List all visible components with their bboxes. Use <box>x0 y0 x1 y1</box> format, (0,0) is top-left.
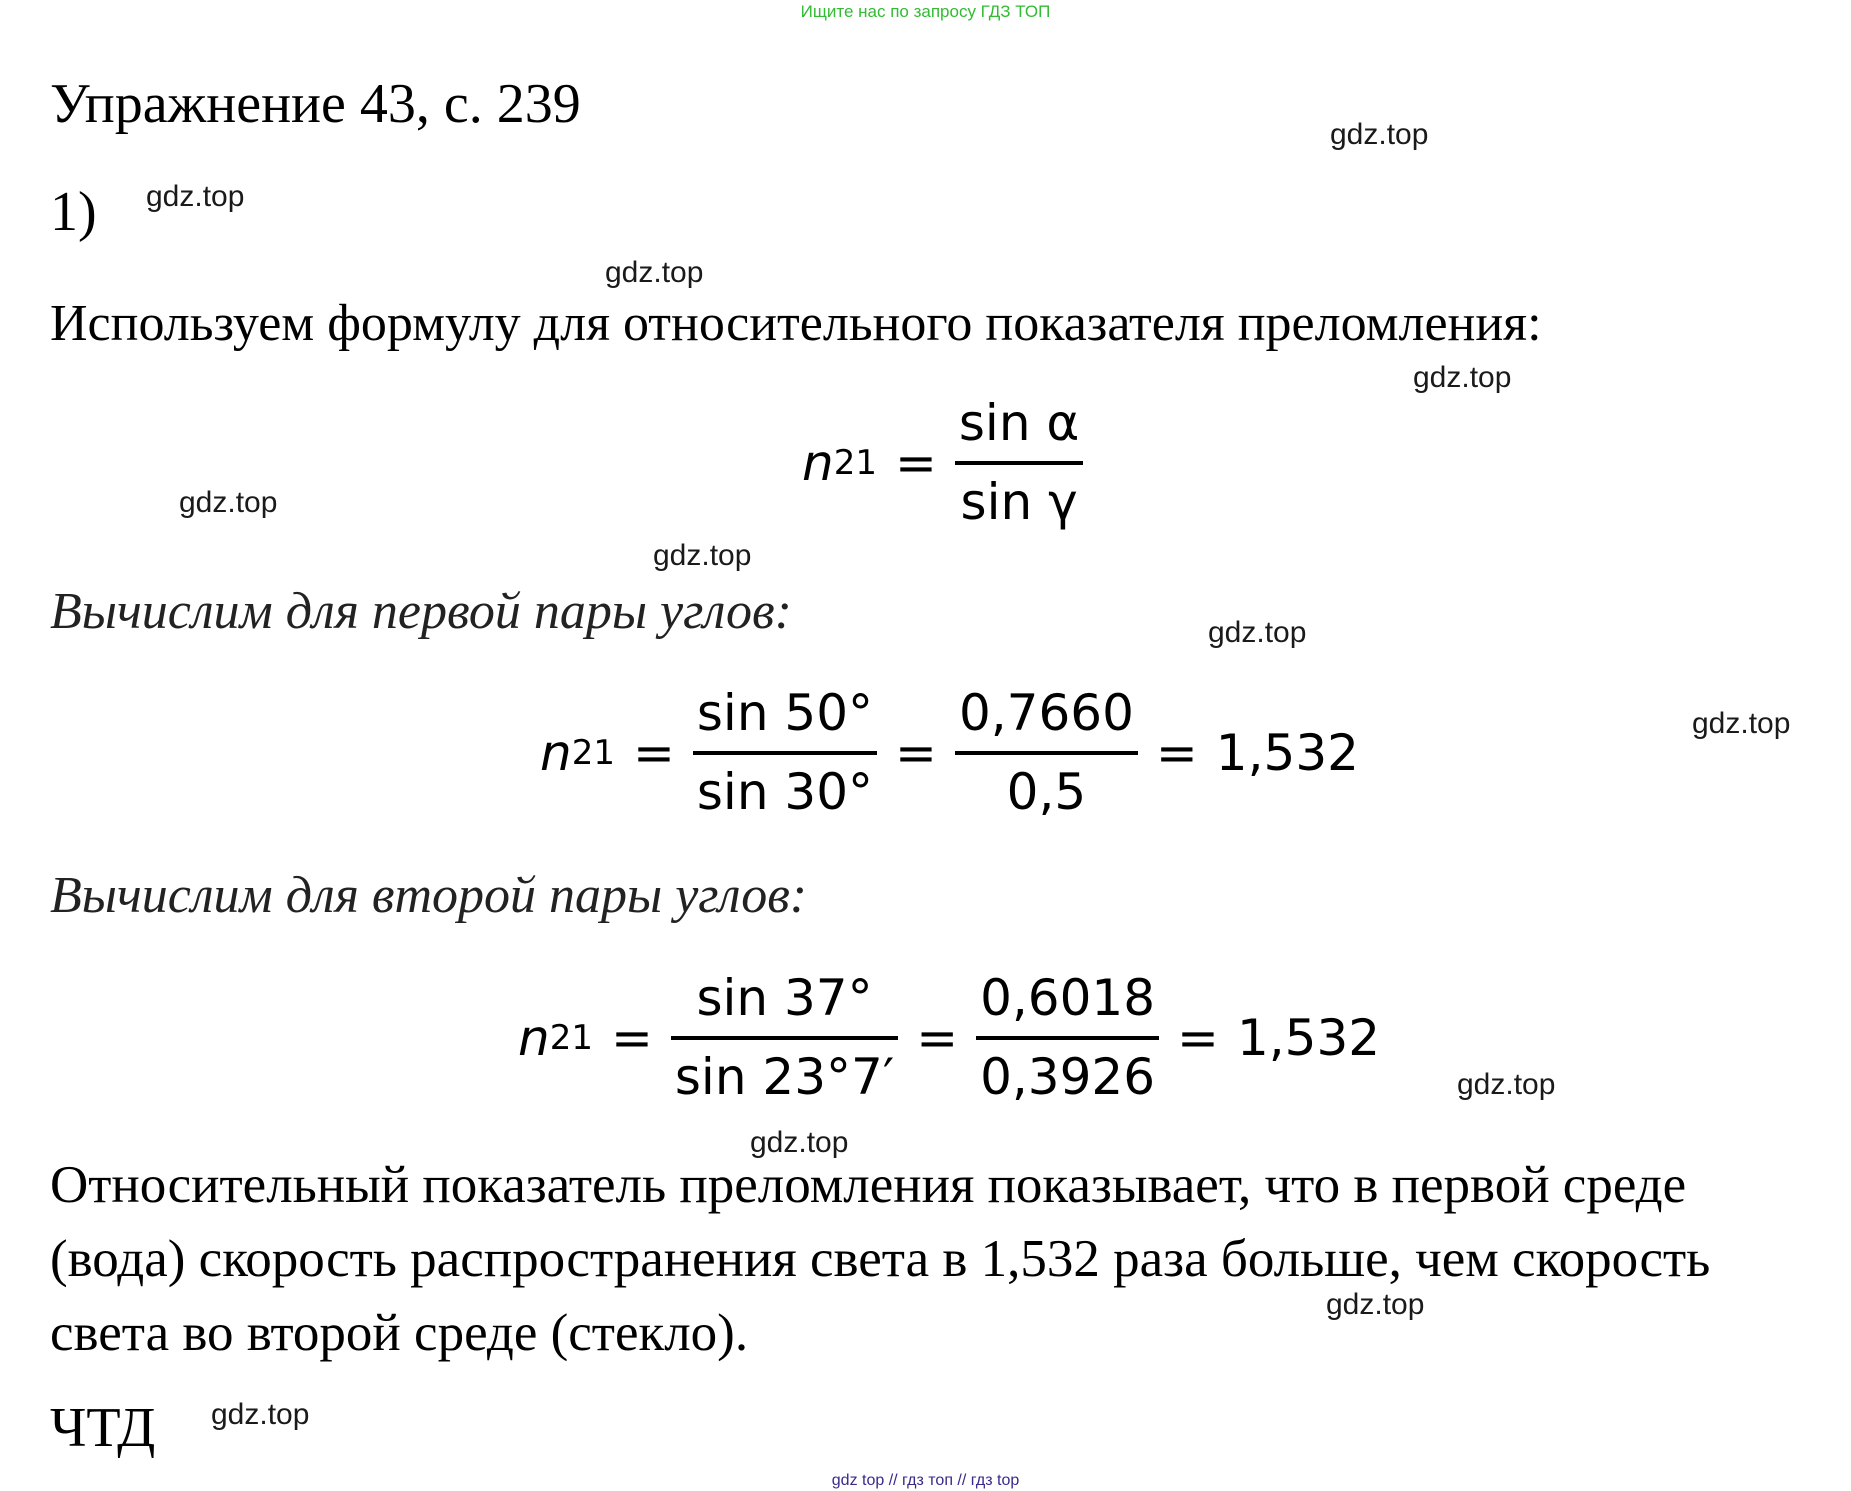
calc2-result: 1,532 <box>1236 1008 1381 1067</box>
watermark: gdz.top <box>750 1126 849 1159</box>
calc1-fraction-1 <box>693 682 877 823</box>
calc2-fraction-1 <box>671 967 898 1108</box>
top-banner[interactable]: Ищите нас по запросу ГДЗ ТОП <box>800 2 1051 21</box>
calc1-lhs-sub: 21 <box>571 732 615 773</box>
watermark: gdz.top <box>1692 707 1791 740</box>
calc1-result: 1,532 <box>1215 723 1359 782</box>
fraction-bar <box>955 751 1138 755</box>
watermark: gdz.top <box>146 180 245 213</box>
fraction-bar <box>693 751 877 755</box>
calc2-equals-3: = <box>1177 1008 1219 1067</box>
formula-fraction <box>955 392 1083 533</box>
formula-numerator: sin α <box>958 394 1080 452</box>
watermark: gdz.top <box>653 539 752 572</box>
conclusion-text: Относительный показатель преломления показывает, что в первой среде (вода) скорость распространения света в 1,532 раза больше, чем скорость света во второй среде (стекло). <box>50 1156 1711 1362</box>
calc1-frac2-den: 0,5 <box>1006 762 1087 821</box>
fraction-bar <box>671 1036 898 1040</box>
qed-label: ЧТД <box>50 1397 156 1459</box>
calc2-lhs-sub: 21 <box>549 1017 593 1058</box>
calc1-equals-1: = <box>632 723 675 782</box>
calc2-equals-2: = <box>916 1008 959 1067</box>
intro-text: Используем формулу для относительного показателя преломления: <box>50 295 1542 352</box>
calc2-equals-1: = <box>610 1008 653 1067</box>
fraction-bar <box>955 461 1083 465</box>
item-number: 1) <box>50 181 97 243</box>
watermark: gdz.top <box>1326 1288 1425 1321</box>
calc2-heading: Вычислим для второй пары углов: <box>50 867 808 924</box>
calc2-frac2-den: 0,3926 <box>980 1047 1156 1106</box>
formula-denominator: sin γ <box>960 472 1078 531</box>
calc1-fraction-2 <box>955 682 1138 823</box>
calc1-equation <box>540 682 1359 823</box>
calc2-frac2-num: 0,6018 <box>980 969 1156 1027</box>
watermark: gdz.top <box>211 1398 310 1431</box>
calc1-frac1-den: sin 30° <box>696 762 874 821</box>
page-title: Упражнение 43, с. 239 <box>50 73 581 135</box>
fraction-bar <box>976 1036 1159 1040</box>
calc1-frac1-num: sin 50° <box>696 684 874 742</box>
watermark: gdz.top <box>179 486 278 519</box>
formula-lhs-sub: 21 <box>833 442 877 483</box>
watermark: gdz.top <box>1208 616 1307 649</box>
calc1-heading: Вычислим для первой пары углов: <box>50 583 792 640</box>
footer-links[interactable]: gdz top // гдз топ // гдз top <box>831 1472 1020 1489</box>
calc2-fraction-2 <box>976 967 1159 1108</box>
watermark: gdz.top <box>1457 1068 1556 1101</box>
formula-equals: = <box>894 433 937 492</box>
calc2-frac1-den: sin 23°7′ <box>674 1047 895 1106</box>
calc1-lhs-var: n <box>540 723 572 782</box>
calc2-equation <box>518 967 1380 1108</box>
watermark: gdz.top <box>1330 118 1429 151</box>
refraction-formula <box>802 392 1083 533</box>
watermark: gdz.top <box>1413 361 1512 394</box>
watermark: gdz.top <box>605 256 704 289</box>
calc1-equals-2: = <box>895 723 937 782</box>
calc2-lhs-var: n <box>518 1008 550 1067</box>
calc2-frac1-num: sin 37° <box>696 969 873 1027</box>
calc1-equals-3: = <box>1155 723 1198 782</box>
formula-lhs-var: n <box>802 433 834 492</box>
calc1-frac2-num: 0,7660 <box>958 684 1134 742</box>
